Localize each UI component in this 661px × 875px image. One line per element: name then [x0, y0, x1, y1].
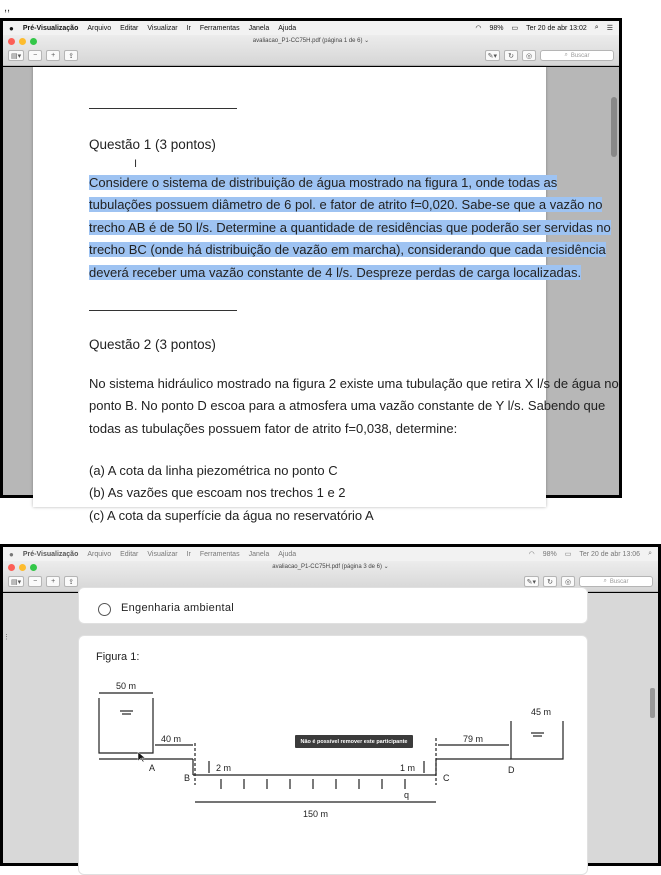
- q2-item: (b) As vazões que escoam nos trechos 1 e 2: [89, 485, 346, 501]
- q1-line[interactable]: Considere o sistema de distribuição de água mostrado na figura 1, onde todas as: [89, 175, 558, 190]
- toolbar: [8, 49, 614, 62]
- q1-line[interactable]: trecho BC (onde há distribuição de vazão em marcha), considerando que cada residência: [89, 242, 606, 258]
- label-50m: 50 m: [116, 681, 137, 691]
- annotate-button[interactable]: ◎: [561, 576, 575, 587]
- separator-line: [89, 108, 237, 109]
- wifi-icon[interactable]: ◠: [528, 551, 535, 558]
- markup-pen-button[interactable]: ✎▾: [485, 50, 500, 61]
- menu-item-arquivo[interactable]: Arquivo: [87, 550, 112, 558]
- document-area[interactable]: [3, 67, 619, 523]
- apple-icon[interactable]: ●: [9, 549, 14, 559]
- apple-icon[interactable]: ●: [9, 23, 14, 33]
- figure-title: Figura 1:: [96, 651, 140, 663]
- menu-bar: [3, 21, 619, 35]
- q2-items[interactable]: [89, 460, 549, 527]
- q1-text[interactable]: [89, 172, 611, 284]
- text-cursor-icon: I: [134, 158, 138, 170]
- clock[interactable]: Ter 20 de abr 13:02: [526, 24, 587, 32]
- window-titlebar: [3, 35, 619, 66]
- q1-line[interactable]: deverá receber uma vazão constante de 4 l/s. Despreze perdas de carga localizadas.: [89, 264, 582, 280]
- share-button[interactable]: ⇪: [64, 576, 78, 587]
- q2-item: (a) A cota da linha piezométrica no ponto C: [89, 463, 338, 478]
- spotlight-icon[interactable]: ⌕: [648, 550, 652, 557]
- menu-item-janela[interactable]: Janela: [248, 24, 270, 32]
- menu-item-visualizar[interactable]: Visualizar: [147, 550, 178, 558]
- menu-item-ferramentas[interactable]: Ferramentas: [199, 24, 240, 32]
- menu-item-editar[interactable]: Editar: [120, 24, 139, 32]
- notification-center-icon[interactable]: ☰: [606, 25, 613, 32]
- rotate-button[interactable]: ↻: [543, 576, 557, 587]
- document-area[interactable]: [3, 593, 658, 863]
- document-title[interactable]: avaliacao_P1-CC75H.pdf (página 3 de 6) ⌄: [272, 564, 389, 570]
- node-a: A: [149, 763, 156, 773]
- search-placeholder: Buscar: [570, 52, 590, 59]
- label-45m: 45 m: [531, 707, 552, 717]
- battery-icon[interactable]: ▭: [511, 25, 519, 32]
- battery-icon[interactable]: ▭: [564, 551, 572, 558]
- share-button[interactable]: ⇪: [64, 50, 78, 61]
- participant-toast: Não é possível remover este participante: [295, 735, 413, 748]
- vertical-scrollbar[interactable]: [611, 97, 617, 157]
- menu-app-name[interactable]: Pré-Visualização: [22, 550, 79, 558]
- menu-item-ir[interactable]: Ir: [186, 24, 191, 32]
- label-79m: 79 m: [463, 734, 484, 744]
- zoom-out-button[interactable]: −: [28, 50, 42, 61]
- distribution-arrows: [221, 779, 405, 789]
- zoom-in-button[interactable]: +: [46, 50, 60, 61]
- pipe-system-diagram: [3, 593, 658, 863]
- rotate-button[interactable]: ↻: [504, 50, 518, 61]
- label-1m: 1 m: [400, 763, 416, 773]
- node-d: D: [508, 765, 515, 775]
- label-40m: 40 m: [161, 734, 182, 744]
- q2-text[interactable]: [89, 373, 619, 440]
- sidebar-toggle-button[interactable]: ▤▾: [8, 576, 24, 587]
- pdf-page[interactable]: [33, 67, 619, 523]
- right-reservoir: [511, 721, 563, 759]
- node-c: C: [443, 773, 450, 783]
- q1-line[interactable]: tubulações possuem diâmetro de 6 pol. e fator de atrito f=0,020. Sabe-se que a vazão no: [89, 197, 603, 213]
- search-icon: ⌕: [564, 52, 568, 58]
- separator-line: [89, 310, 237, 311]
- screenshot-preview-page-1: [0, 18, 622, 523]
- label-2m: 2 m: [216, 763, 232, 773]
- battery-status[interactable]: 98%: [489, 24, 504, 32]
- stray-mark: ,,: [4, 2, 11, 14]
- q2-title: Questão 2 (3 pontos): [89, 337, 216, 352]
- left-edge-marks: ⋮: [3, 634, 10, 641]
- vertical-scrollbar[interactable]: [650, 688, 655, 718]
- menu-item-janela[interactable]: Janela: [248, 550, 270, 558]
- search-icon: ⌕: [603, 578, 607, 584]
- search-field[interactable]: [540, 50, 614, 61]
- q1-line[interactable]: trecho AB é de 50 l/s. Determine a quantidade de residências que poderão ser servidas no: [89, 219, 611, 235]
- left-reservoir: [99, 698, 153, 753]
- screenshot-preview-page-3: [0, 544, 661, 866]
- search-placeholder: Buscar: [609, 578, 629, 585]
- sidebar-toggle-button[interactable]: ▤▾: [8, 50, 24, 61]
- document-title[interactable]: avaliacao_P1-CC75H.pdf (página 1 de 6) ⌄: [252, 38, 370, 44]
- menu-item-ajuda[interactable]: Ajuda: [278, 24, 297, 32]
- node-b: B: [184, 773, 191, 783]
- menu-item-arquivo[interactable]: Arquivo: [87, 24, 112, 32]
- clock[interactable]: Ter 20 de abr 13:06: [579, 550, 641, 558]
- wifi-icon[interactable]: ◠: [475, 25, 482, 32]
- radio-label[interactable]: Engenharia ambiental: [121, 602, 235, 614]
- markup-pen-button[interactable]: ✎▾: [524, 576, 539, 587]
- zoom-out-button[interactable]: −: [28, 576, 42, 587]
- annotate-button[interactable]: ◎: [522, 50, 536, 61]
- q2-line: todas as tubulações possuem fator de atrito f=0,038, determine:: [89, 420, 458, 436]
- spotlight-icon[interactable]: ⌕: [594, 24, 599, 31]
- zoom-in-button[interactable]: +: [46, 576, 60, 587]
- menu-item-visualizar[interactable]: Visualizar: [147, 24, 178, 32]
- q2-line: No sistema hidráulico mostrado na figura 2 existe uma tubulação que retira X l/s de água no: [89, 376, 619, 391]
- menu-item-ajuda[interactable]: Ajuda: [278, 550, 297, 558]
- menu-app-name[interactable]: Pré-Visualização: [22, 24, 79, 32]
- search-field[interactable]: [579, 576, 653, 587]
- q1-title: Questão 1 (3 pontos): [89, 137, 216, 152]
- q2-item: (c) A cota da superfície da água no reservatório A: [89, 507, 374, 523]
- menu-bar: [3, 547, 658, 561]
- label-150m: 150 m: [303, 809, 329, 819]
- battery-status[interactable]: 98%: [542, 550, 557, 558]
- menu-item-editar[interactable]: Editar: [120, 550, 139, 558]
- menu-item-ferramentas[interactable]: Ferramentas: [199, 550, 240, 558]
- q2-line: ponto B. No ponto D escoa para a atmosfera uma vazão constante de Y l/s. Sabendo que: [89, 398, 606, 414]
- label-q: q: [404, 790, 410, 800]
- menu-item-ir[interactable]: Ir: [186, 550, 191, 558]
